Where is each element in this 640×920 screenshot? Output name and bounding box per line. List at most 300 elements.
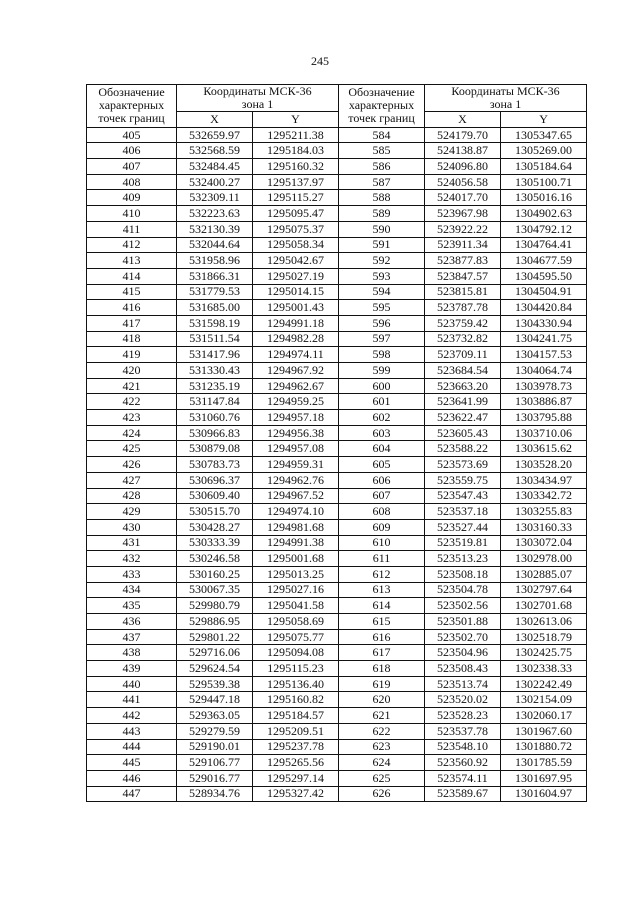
point-id-left: 413 xyxy=(87,253,177,269)
y-coordinate-left: 1294974.11 xyxy=(253,347,339,363)
point-id-right: 622 xyxy=(339,723,425,739)
y-coordinate-left: 1295160.32 xyxy=(253,159,339,175)
table-row xyxy=(87,519,587,535)
table-row xyxy=(87,535,587,551)
y-coordinate-left: 1295115.23 xyxy=(253,661,339,677)
point-id-left: 444 xyxy=(87,739,177,755)
point-id-left: 414 xyxy=(87,268,177,284)
y-coordinate-left: 1294974.10 xyxy=(253,504,339,520)
table-row xyxy=(87,300,587,316)
x-coordinate-left: 532659.97 xyxy=(177,127,253,143)
x-coordinate-left: 529716.06 xyxy=(177,645,253,661)
point-id-right: 596 xyxy=(339,315,425,331)
point-id-left: 421 xyxy=(87,378,177,394)
x-coordinate-right: 523508.18 xyxy=(425,566,501,582)
y-coordinate-right: 1304420.84 xyxy=(501,300,587,316)
y-coordinate-right: 1303528.20 xyxy=(501,457,587,473)
table-row xyxy=(87,410,587,426)
x-coordinate-right: 523547.43 xyxy=(425,488,501,504)
x-coordinate-left: 531511.54 xyxy=(177,331,253,347)
point-label-header-right: Обозначение характерных точек границ xyxy=(339,85,425,128)
y-coordinate-left: 1295014.15 xyxy=(253,284,339,300)
table-row xyxy=(87,174,587,190)
x-coordinate-left: 532568.59 xyxy=(177,143,253,159)
point-id-right: 589 xyxy=(339,206,425,222)
point-id-left: 424 xyxy=(87,425,177,441)
x-coordinate-right: 523519.81 xyxy=(425,535,501,551)
point-id-left: 427 xyxy=(87,472,177,488)
point-id-right: 584 xyxy=(339,127,425,143)
x-coordinate-left: 529980.79 xyxy=(177,598,253,614)
y-coordinate-right: 1302978.00 xyxy=(501,551,587,567)
y-coordinate-left: 1294962.67 xyxy=(253,378,339,394)
x-coordinate-left: 528934.76 xyxy=(177,786,253,802)
y-coordinate-right: 1301967.60 xyxy=(501,723,587,739)
y-coordinate-right: 1302154.09 xyxy=(501,692,587,708)
point-id-left: 412 xyxy=(87,237,177,253)
table-row xyxy=(87,786,587,802)
table-row xyxy=(87,566,587,582)
y-coordinate-right: 1301604.97 xyxy=(501,786,587,802)
y-coordinate-left: 1295041.58 xyxy=(253,598,339,614)
point-id-left: 416 xyxy=(87,300,177,316)
point-id-left: 442 xyxy=(87,708,177,724)
table-row xyxy=(87,676,587,692)
x-coordinate-left: 531147.84 xyxy=(177,394,253,410)
y-coordinate-right: 1304595.50 xyxy=(501,268,587,284)
point-id-right: 607 xyxy=(339,488,425,504)
x-coordinate-left: 530246.58 xyxy=(177,551,253,567)
table-row xyxy=(87,331,587,347)
x-coordinate-right: 523573.69 xyxy=(425,457,501,473)
point-id-right: 602 xyxy=(339,410,425,426)
point-id-left: 433 xyxy=(87,566,177,582)
point-id-right: 620 xyxy=(339,692,425,708)
x-coordinate-left: 530067.35 xyxy=(177,582,253,598)
point-id-left: 419 xyxy=(87,347,177,363)
y-coordinate-right: 1302797.64 xyxy=(501,582,587,598)
y-coordinate-right: 1302518.79 xyxy=(501,629,587,645)
y-coordinate-right: 1303795.88 xyxy=(501,410,587,426)
table-row xyxy=(87,253,587,269)
y-coordinate-left: 1295137.97 xyxy=(253,174,339,190)
table-row xyxy=(87,582,587,598)
y-coordinate-left: 1295265.56 xyxy=(253,755,339,771)
x-coordinate-left: 530333.39 xyxy=(177,535,253,551)
y-coordinate-left: 1295160.82 xyxy=(253,692,339,708)
y-coordinate-left: 1295075.37 xyxy=(253,221,339,237)
table-row xyxy=(87,363,587,379)
y-coordinate-left: 1294967.52 xyxy=(253,488,339,504)
y-coordinate-right: 1303434.97 xyxy=(501,472,587,488)
x-coordinate-left: 531779.53 xyxy=(177,284,253,300)
table-row xyxy=(87,457,587,473)
point-id-right: 588 xyxy=(339,190,425,206)
y-coordinate-left: 1294957.08 xyxy=(253,441,339,457)
y-coordinate-left: 1295042.67 xyxy=(253,253,339,269)
y-coordinate-right: 1304677.59 xyxy=(501,253,587,269)
x-coordinate-left: 530515.70 xyxy=(177,504,253,520)
x-coordinate-right: 523508.43 xyxy=(425,661,501,677)
x-coordinate-left: 531958.96 xyxy=(177,253,253,269)
x-coordinate-right: 523787.78 xyxy=(425,300,501,316)
coord-group-header-left: Координаты МСК-36 зона 1 xyxy=(177,85,339,112)
point-id-left: 429 xyxy=(87,504,177,520)
y-coordinate-right: 1304064.74 xyxy=(501,363,587,379)
table-row xyxy=(87,598,587,614)
point-id-right: 608 xyxy=(339,504,425,520)
table-row xyxy=(87,692,587,708)
point-id-right: 613 xyxy=(339,582,425,598)
point-id-right: 612 xyxy=(339,566,425,582)
y-coordinate-left: 1294991.38 xyxy=(253,535,339,551)
x-coordinate-right: 523759.42 xyxy=(425,315,501,331)
x-coordinate-left: 529447.18 xyxy=(177,692,253,708)
y-column-header-left: Y xyxy=(253,112,339,128)
y-coordinate-left: 1295095.47 xyxy=(253,206,339,222)
x-coordinate-left: 532223.63 xyxy=(177,206,253,222)
y-coordinate-left: 1295094.08 xyxy=(253,645,339,661)
point-id-right: 624 xyxy=(339,755,425,771)
table-row xyxy=(87,551,587,567)
x-coordinate-left: 529539.38 xyxy=(177,676,253,692)
y-coordinate-right: 1305016.16 xyxy=(501,190,587,206)
y-coordinate-left: 1295058.34 xyxy=(253,237,339,253)
table-body xyxy=(87,127,587,802)
x-column-header-left: X xyxy=(177,112,253,128)
point-id-right: 618 xyxy=(339,661,425,677)
point-id-right: 625 xyxy=(339,770,425,786)
y-coordinate-right: 1301880.72 xyxy=(501,739,587,755)
coordinates-table xyxy=(86,84,587,802)
point-id-right: 617 xyxy=(339,645,425,661)
point-id-left: 447 xyxy=(87,786,177,802)
point-id-left: 436 xyxy=(87,614,177,630)
x-coordinate-left: 531235.19 xyxy=(177,378,253,394)
point-id-left: 409 xyxy=(87,190,177,206)
point-id-right: 593 xyxy=(339,268,425,284)
table-row xyxy=(87,488,587,504)
table-row xyxy=(87,284,587,300)
x-coordinate-left: 531598.19 xyxy=(177,315,253,331)
point-id-right: 610 xyxy=(339,535,425,551)
x-coordinate-right: 523501.88 xyxy=(425,614,501,630)
x-coordinate-left: 529801.22 xyxy=(177,629,253,645)
y-coordinate-left: 1295027.19 xyxy=(253,268,339,284)
x-coordinate-left: 529106.77 xyxy=(177,755,253,771)
y-coordinate-left: 1295237.78 xyxy=(253,739,339,755)
point-id-left: 420 xyxy=(87,363,177,379)
x-coordinate-right: 524179.70 xyxy=(425,127,501,143)
x-coordinate-right: 523574.11 xyxy=(425,770,501,786)
point-id-right: 597 xyxy=(339,331,425,347)
table-row xyxy=(87,190,587,206)
point-id-right: 603 xyxy=(339,425,425,441)
point-label-header-left: Обозначение характерных точек границ xyxy=(87,85,177,128)
x-coordinate-right: 523560.92 xyxy=(425,755,501,771)
y-coordinate-left: 1294962.76 xyxy=(253,472,339,488)
table-row xyxy=(87,770,587,786)
y-coordinate-right: 1304792.12 xyxy=(501,221,587,237)
y-coordinate-right: 1302242.49 xyxy=(501,676,587,692)
x-coordinate-right: 523502.70 xyxy=(425,629,501,645)
y-coordinate-left: 1295136.40 xyxy=(253,676,339,692)
x-coordinate-right: 523527.44 xyxy=(425,519,501,535)
table-row xyxy=(87,127,587,143)
point-id-left: 438 xyxy=(87,645,177,661)
y-coordinate-left: 1295184.03 xyxy=(253,143,339,159)
x-coordinate-right: 523513.23 xyxy=(425,551,501,567)
x-coordinate-left: 530783.73 xyxy=(177,457,253,473)
x-coordinate-right: 523911.34 xyxy=(425,237,501,253)
table-row xyxy=(87,504,587,520)
point-id-right: 591 xyxy=(339,237,425,253)
point-id-right: 614 xyxy=(339,598,425,614)
page-number: 245 xyxy=(311,54,329,68)
x-coordinate-left: 532400.27 xyxy=(177,174,253,190)
table-row xyxy=(87,221,587,237)
y-coordinate-right: 1302613.06 xyxy=(501,614,587,630)
table-row xyxy=(87,143,587,159)
table-row xyxy=(87,347,587,363)
table-row xyxy=(87,394,587,410)
x-coordinate-left: 532130.39 xyxy=(177,221,253,237)
y-coordinate-right: 1302885.07 xyxy=(501,566,587,582)
table-row xyxy=(87,425,587,441)
point-id-right: 599 xyxy=(339,363,425,379)
point-id-right: 598 xyxy=(339,347,425,363)
point-id-right: 606 xyxy=(339,472,425,488)
x-coordinate-left: 531866.31 xyxy=(177,268,253,284)
x-coordinate-right: 523663.20 xyxy=(425,378,501,394)
x-coordinate-left: 530609.40 xyxy=(177,488,253,504)
x-coordinate-right: 524138.87 xyxy=(425,143,501,159)
y-coordinate-right: 1304157.53 xyxy=(501,347,587,363)
x-coordinate-right: 523559.75 xyxy=(425,472,501,488)
x-coordinate-right: 523847.57 xyxy=(425,268,501,284)
table-row xyxy=(87,159,587,175)
y-coordinate-left: 1294959.25 xyxy=(253,394,339,410)
point-id-left: 405 xyxy=(87,127,177,143)
y-coordinate-right: 1303072.04 xyxy=(501,535,587,551)
x-coordinate-right: 523588.22 xyxy=(425,441,501,457)
x-coordinate-right: 523537.78 xyxy=(425,723,501,739)
table-row xyxy=(87,268,587,284)
x-coordinate-left: 532309.11 xyxy=(177,190,253,206)
y-coordinate-right: 1305100.71 xyxy=(501,174,587,190)
y-coordinate-left: 1295327.42 xyxy=(253,786,339,802)
x-coordinate-left: 531330.43 xyxy=(177,363,253,379)
x-coordinate-left: 531685.00 xyxy=(177,300,253,316)
y-coordinate-right: 1304241.75 xyxy=(501,331,587,347)
point-id-left: 425 xyxy=(87,441,177,457)
x-coordinate-right: 523815.81 xyxy=(425,284,501,300)
table-row xyxy=(87,629,587,645)
x-coordinate-right: 523502.56 xyxy=(425,598,501,614)
y-coordinate-left: 1295209.51 xyxy=(253,723,339,739)
point-id-right: 601 xyxy=(339,394,425,410)
x-coordinate-left: 530879.08 xyxy=(177,441,253,457)
point-id-left: 441 xyxy=(87,692,177,708)
x-coordinate-right: 523589.67 xyxy=(425,786,501,802)
y-coordinate-right: 1305184.64 xyxy=(501,159,587,175)
y-coordinate-right: 1303710.06 xyxy=(501,425,587,441)
y-coordinate-right: 1302425.75 xyxy=(501,645,587,661)
x-coordinate-right: 523732.82 xyxy=(425,331,501,347)
point-id-right: 595 xyxy=(339,300,425,316)
x-coordinate-left: 531417.96 xyxy=(177,347,253,363)
x-coordinate-left: 529363.05 xyxy=(177,708,253,724)
table-row xyxy=(87,206,587,222)
x-coordinate-right: 523605.43 xyxy=(425,425,501,441)
table-row xyxy=(87,708,587,724)
point-id-left: 411 xyxy=(87,221,177,237)
x-coordinate-left: 532484.45 xyxy=(177,159,253,175)
x-coordinate-right: 523528.23 xyxy=(425,708,501,724)
table-row xyxy=(87,237,587,253)
y-coordinate-right: 1303342.72 xyxy=(501,488,587,504)
y-coordinate-left: 1294981.68 xyxy=(253,519,339,535)
x-coordinate-left: 529624.54 xyxy=(177,661,253,677)
point-id-left: 407 xyxy=(87,159,177,175)
table-row xyxy=(87,661,587,677)
table-row xyxy=(87,614,587,630)
y-coordinate-left: 1295115.27 xyxy=(253,190,339,206)
y-coordinate-left: 1295075.77 xyxy=(253,629,339,645)
point-id-right: 611 xyxy=(339,551,425,567)
table-row xyxy=(87,472,587,488)
y-column-header-right: Y xyxy=(501,112,587,128)
y-coordinate-left: 1294956.38 xyxy=(253,425,339,441)
y-coordinate-left: 1294959.31 xyxy=(253,457,339,473)
table-row xyxy=(87,645,587,661)
y-coordinate-right: 1301697.95 xyxy=(501,770,587,786)
x-coordinate-right: 523709.11 xyxy=(425,347,501,363)
y-coordinate-right: 1303255.83 xyxy=(501,504,587,520)
point-id-left: 406 xyxy=(87,143,177,159)
point-id-left: 423 xyxy=(87,410,177,426)
point-id-left: 418 xyxy=(87,331,177,347)
x-coordinate-left: 529279.59 xyxy=(177,723,253,739)
point-id-right: 626 xyxy=(339,786,425,802)
point-id-right: 594 xyxy=(339,284,425,300)
y-coordinate-left: 1295211.38 xyxy=(253,127,339,143)
y-coordinate-left: 1294957.18 xyxy=(253,410,339,426)
point-id-left: 426 xyxy=(87,457,177,473)
y-coordinate-right: 1304764.41 xyxy=(501,237,587,253)
y-coordinate-left: 1295013.25 xyxy=(253,566,339,582)
point-id-left: 430 xyxy=(87,519,177,535)
point-id-right: 623 xyxy=(339,739,425,755)
x-coordinate-left: 530160.25 xyxy=(177,566,253,582)
x-coordinate-right: 523641.99 xyxy=(425,394,501,410)
y-coordinate-left: 1295058.69 xyxy=(253,614,339,630)
x-coordinate-right: 523877.83 xyxy=(425,253,501,269)
point-id-right: 590 xyxy=(339,221,425,237)
y-coordinate-left: 1294982.28 xyxy=(253,331,339,347)
coord-group-header-right: Координаты МСК-36 зона 1 xyxy=(425,85,587,112)
point-id-left: 415 xyxy=(87,284,177,300)
y-coordinate-right: 1301785.59 xyxy=(501,755,587,771)
x-coordinate-right: 523684.54 xyxy=(425,363,501,379)
y-coordinate-right: 1303615.62 xyxy=(501,441,587,457)
y-coordinate-right: 1303160.33 xyxy=(501,519,587,535)
x-coordinate-left: 532044.64 xyxy=(177,237,253,253)
x-coordinate-right: 524056.58 xyxy=(425,174,501,190)
point-id-right: 621 xyxy=(339,708,425,724)
x-coordinate-left: 529886.95 xyxy=(177,614,253,630)
point-id-left: 437 xyxy=(87,629,177,645)
y-coordinate-right: 1302338.33 xyxy=(501,661,587,677)
point-id-left: 432 xyxy=(87,551,177,567)
point-id-right: 605 xyxy=(339,457,425,473)
point-id-left: 422 xyxy=(87,394,177,410)
point-id-right: 592 xyxy=(339,253,425,269)
table-row xyxy=(87,755,587,771)
y-coordinate-right: 1304902.63 xyxy=(501,206,587,222)
point-id-left: 435 xyxy=(87,598,177,614)
x-column-header-right: X xyxy=(425,112,501,128)
point-id-left: 446 xyxy=(87,770,177,786)
point-id-right: 616 xyxy=(339,629,425,645)
y-coordinate-left: 1295027.16 xyxy=(253,582,339,598)
table-row xyxy=(87,315,587,331)
x-coordinate-right: 523504.78 xyxy=(425,582,501,598)
point-id-left: 445 xyxy=(87,755,177,771)
y-coordinate-right: 1303886.87 xyxy=(501,394,587,410)
x-coordinate-right: 524096.80 xyxy=(425,159,501,175)
x-coordinate-right: 523513.74 xyxy=(425,676,501,692)
x-coordinate-left: 530428.27 xyxy=(177,519,253,535)
point-id-right: 587 xyxy=(339,174,425,190)
point-id-left: 408 xyxy=(87,174,177,190)
x-coordinate-right: 523537.18 xyxy=(425,504,501,520)
x-coordinate-left: 530696.37 xyxy=(177,472,253,488)
y-coordinate-right: 1303978.73 xyxy=(501,378,587,394)
x-coordinate-right: 524017.70 xyxy=(425,190,501,206)
x-coordinate-left: 529190.01 xyxy=(177,739,253,755)
table-row xyxy=(87,723,587,739)
x-coordinate-left: 529016.77 xyxy=(177,770,253,786)
x-coordinate-right: 523622.47 xyxy=(425,410,501,426)
point-id-left: 428 xyxy=(87,488,177,504)
point-id-right: 585 xyxy=(339,143,425,159)
point-id-right: 586 xyxy=(339,159,425,175)
y-coordinate-left: 1295001.68 xyxy=(253,551,339,567)
y-coordinate-right: 1304504.91 xyxy=(501,284,587,300)
y-coordinate-right: 1305269.00 xyxy=(501,143,587,159)
point-id-left: 417 xyxy=(87,315,177,331)
x-coordinate-right: 523548.10 xyxy=(425,739,501,755)
point-id-right: 600 xyxy=(339,378,425,394)
point-id-right: 609 xyxy=(339,519,425,535)
point-id-left: 439 xyxy=(87,661,177,677)
y-coordinate-left: 1294991.18 xyxy=(253,315,339,331)
table-row xyxy=(87,441,587,457)
point-id-left: 440 xyxy=(87,676,177,692)
x-coordinate-right: 523967.98 xyxy=(425,206,501,222)
x-coordinate-right: 523922.22 xyxy=(425,221,501,237)
point-id-right: 619 xyxy=(339,676,425,692)
point-id-right: 604 xyxy=(339,441,425,457)
table-row xyxy=(87,378,587,394)
y-coordinate-left: 1295001.43 xyxy=(253,300,339,316)
y-coordinate-left: 1294967.92 xyxy=(253,363,339,379)
point-id-left: 410 xyxy=(87,206,177,222)
point-id-left: 434 xyxy=(87,582,177,598)
y-coordinate-right: 1304330.94 xyxy=(501,315,587,331)
y-coordinate-right: 1302701.68 xyxy=(501,598,587,614)
